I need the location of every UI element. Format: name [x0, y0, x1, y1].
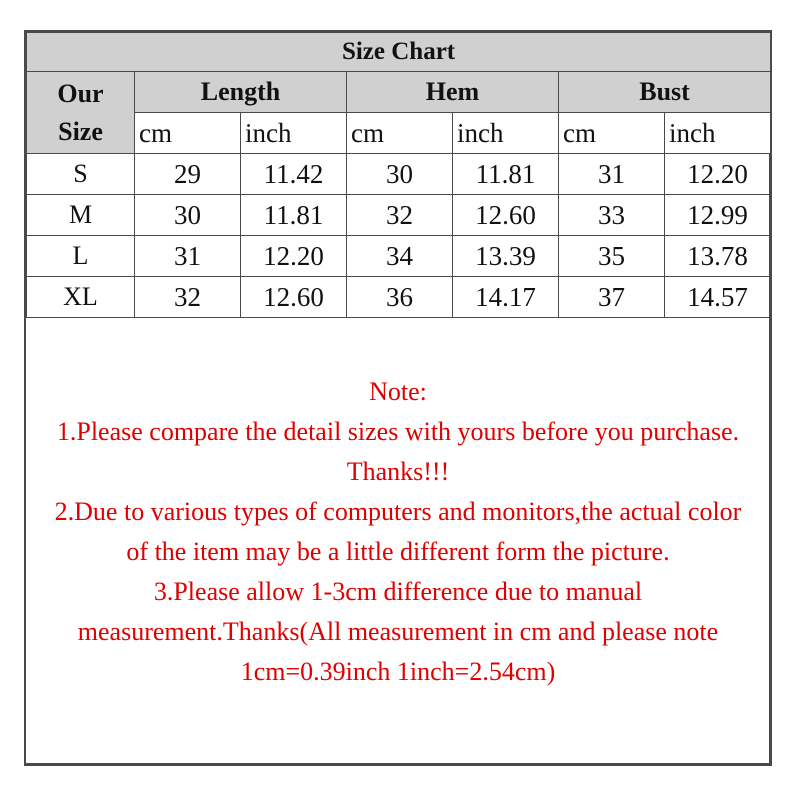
hem-inch-cell: 13.39: [453, 236, 559, 277]
length-cm-cell: 30: [135, 195, 241, 236]
length-cm-header: cm: [135, 113, 241, 154]
hem-cm-cell: 32: [347, 195, 453, 236]
length-inch-cell: 11.81: [241, 195, 347, 236]
bust-cm-cell: 31: [559, 154, 665, 195]
size-header-line1: Our: [57, 78, 104, 108]
unit-header-row: [27, 113, 771, 154]
hem-cm-cell: 30: [347, 154, 453, 195]
length-inch-header: inch: [241, 113, 347, 154]
bust-inch-cell: 13.78: [665, 236, 771, 277]
bust-inch-header: inch: [665, 113, 771, 154]
size-column-header: [27, 72, 135, 154]
group-header-row: [27, 72, 771, 113]
length-cm-cell: 32: [135, 277, 241, 318]
hem-cm-cell: 36: [347, 277, 453, 318]
title-row: [27, 33, 771, 72]
size-cell: L: [27, 236, 135, 277]
size-chart-table: [26, 32, 771, 318]
chart-title: Size Chart: [27, 33, 771, 72]
table-row: [27, 236, 771, 277]
bust-inch-cell: 12.20: [665, 154, 771, 195]
length-inch-cell: 12.60: [241, 277, 347, 318]
bust-cm-cell: 35: [559, 236, 665, 277]
length-inch-cell: 11.42: [241, 154, 347, 195]
length-cm-cell: 31: [135, 236, 241, 277]
hem-inch-cell: 12.60: [453, 195, 559, 236]
hem-cm-cell: 34: [347, 236, 453, 277]
size-cell: M: [27, 195, 135, 236]
size-chart-frame: [24, 30, 772, 766]
bust-cm-header: cm: [559, 113, 665, 154]
length-group-header: Length: [135, 72, 347, 113]
note-item-2: 2.Due to various types of computers and monitors,the actual color of the item may be a little different form the picture.: [54, 497, 742, 566]
note-item-1: 1.Please compare the detail sizes with yours before you purchase. Thanks!!!: [56, 417, 740, 486]
bust-inch-cell: 14.57: [665, 277, 771, 318]
note-block: [26, 372, 770, 692]
size-cell: S: [27, 154, 135, 195]
hem-group-header: Hem: [347, 72, 559, 113]
length-inch-cell: 12.20: [241, 236, 347, 277]
size-header-line2: Size: [58, 116, 103, 146]
bust-group-header: Bust: [559, 72, 771, 113]
size-cell: XL: [27, 277, 135, 318]
table-row: [27, 277, 771, 318]
hem-inch-header: inch: [453, 113, 559, 154]
hem-inch-cell: 11.81: [453, 154, 559, 195]
table-row: [27, 154, 771, 195]
table-row: [27, 195, 771, 236]
hem-cm-header: cm: [347, 113, 453, 154]
bust-cm-cell: 33: [559, 195, 665, 236]
note-item-3: 3.Please allow 1-3cm difference due to manual measurement.Thanks(All measurement in cm and please note 1cm=0.39inch 1inch=2.54cm): [77, 577, 719, 686]
note-heading: Note:: [369, 377, 427, 406]
bust-cm-cell: 37: [559, 277, 665, 318]
hem-inch-cell: 14.17: [453, 277, 559, 318]
length-cm-cell: 29: [135, 154, 241, 195]
bust-inch-cell: 12.99: [665, 195, 771, 236]
